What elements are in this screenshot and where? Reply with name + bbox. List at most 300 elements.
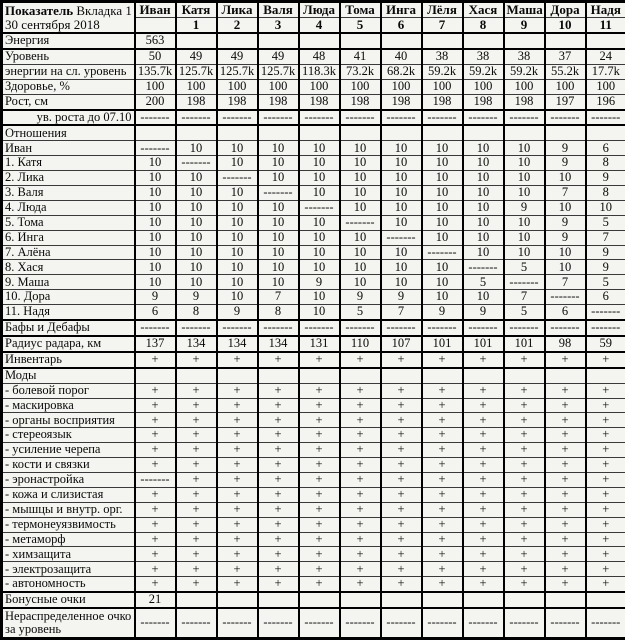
- row-label: - электрозащита: [2, 562, 135, 577]
- table-row: [2, 141, 625, 156]
- column-header-number: 1: [176, 18, 217, 34]
- cell: [340, 592, 381, 608]
- cell: -------: [586, 320, 625, 336]
- cell: [340, 125, 381, 140]
- cell: +: [504, 487, 545, 502]
- cell: 10: [217, 290, 258, 305]
- cell: -------: [422, 245, 463, 260]
- cell: +: [422, 458, 463, 473]
- cell: [381, 33, 422, 49]
- cell: [463, 592, 504, 608]
- cell: [586, 592, 625, 608]
- cell: +: [340, 443, 381, 458]
- row-label: Иван: [2, 141, 135, 156]
- cell: 10: [340, 141, 381, 156]
- cell: 10: [258, 260, 299, 275]
- cell: +: [586, 517, 625, 532]
- cell: +: [381, 428, 422, 443]
- cell: +: [135, 547, 176, 562]
- column-header-number: 9: [504, 18, 545, 34]
- cell: 10: [340, 260, 381, 275]
- cell: 100: [586, 79, 625, 94]
- cell: -------: [504, 608, 545, 639]
- cell: -------: [422, 608, 463, 639]
- cell: +: [504, 352, 545, 368]
- cell: -------: [299, 320, 340, 336]
- cell: +: [504, 458, 545, 473]
- cell: -------: [504, 275, 545, 290]
- cell: +: [217, 532, 258, 547]
- cell: 10: [504, 156, 545, 171]
- cell: [504, 33, 545, 49]
- cell: +: [217, 352, 258, 368]
- cell: 10: [299, 305, 340, 320]
- cell: 17.7k: [586, 64, 625, 79]
- cell: -------: [463, 608, 504, 639]
- cell: +: [299, 398, 340, 413]
- table-row: [2, 79, 625, 94]
- cell: +: [299, 502, 340, 517]
- cell: +: [545, 413, 586, 428]
- cell: 24: [586, 49, 625, 64]
- cell: 10: [381, 260, 422, 275]
- cell: 101: [422, 336, 463, 352]
- cell: [135, 368, 176, 383]
- cell: 10: [135, 215, 176, 230]
- cell: +: [463, 487, 504, 502]
- cell: +: [258, 428, 299, 443]
- cell: +: [463, 458, 504, 473]
- cell: +: [545, 428, 586, 443]
- corner-line-1: [5, 4, 132, 18]
- cell: 8: [586, 156, 625, 171]
- cell: 198: [340, 94, 381, 109]
- cell: 7: [504, 290, 545, 305]
- cell: 9: [545, 215, 586, 230]
- cell: +: [135, 398, 176, 413]
- cell: -------: [217, 608, 258, 639]
- table-row: [2, 336, 625, 352]
- row-label: ув. роста до 07.10: [2, 110, 135, 126]
- cell: 198: [176, 94, 217, 109]
- column-header-name: Дора: [545, 2, 586, 18]
- cell: +: [299, 487, 340, 502]
- cell: 10: [340, 186, 381, 201]
- cell: 110: [340, 336, 381, 352]
- cell: +: [340, 532, 381, 547]
- cell: 10: [135, 260, 176, 275]
- cell: +: [586, 547, 625, 562]
- cell: [381, 592, 422, 608]
- cell: -------: [586, 110, 625, 126]
- row-label: - термонеуязвимость: [2, 517, 135, 532]
- cell: -------: [258, 320, 299, 336]
- row-label: - усиление черепа: [2, 443, 135, 458]
- cell: +: [381, 517, 422, 532]
- cell: -------: [463, 110, 504, 126]
- cell: +: [217, 487, 258, 502]
- column-header-number: 10: [545, 18, 586, 34]
- cell: +: [463, 532, 504, 547]
- cell: +: [340, 547, 381, 562]
- cell: 8: [586, 186, 625, 201]
- cell: 10: [135, 156, 176, 171]
- table-row: [2, 64, 625, 79]
- cell: 9: [545, 141, 586, 156]
- cell: 10: [381, 186, 422, 201]
- cell: +: [422, 472, 463, 487]
- cell: +: [258, 487, 299, 502]
- cell: +: [258, 398, 299, 413]
- cell: -------: [135, 320, 176, 336]
- cell: +: [504, 383, 545, 398]
- cell: +: [135, 458, 176, 473]
- cell: 10: [381, 171, 422, 186]
- cell: +: [381, 577, 422, 592]
- cell: +: [504, 577, 545, 592]
- cell: [463, 368, 504, 383]
- cell: 100: [217, 79, 258, 94]
- table-row: [2, 200, 625, 215]
- table-header: [2, 2, 625, 34]
- cell: [422, 368, 463, 383]
- table-row: [2, 458, 625, 473]
- cell: -------: [381, 608, 422, 639]
- cell: -------: [340, 110, 381, 126]
- row-label: 2. Лика: [2, 171, 135, 186]
- row-label: Нераспределенное очко за уровень: [2, 608, 135, 639]
- cell: -------: [586, 608, 625, 639]
- cell: +: [258, 352, 299, 368]
- table-body: [2, 33, 625, 638]
- cell: -------: [463, 260, 504, 275]
- row-label: Отношения: [2, 125, 135, 140]
- cell: +: [176, 428, 217, 443]
- cell: 10: [299, 171, 340, 186]
- cell: [217, 125, 258, 140]
- cell: 10: [463, 215, 504, 230]
- cell: +: [217, 517, 258, 532]
- cell: +: [217, 443, 258, 458]
- cell: +: [135, 383, 176, 398]
- cell: +: [545, 443, 586, 458]
- cell: 10: [340, 156, 381, 171]
- cell: -------: [340, 215, 381, 230]
- cell: -------: [299, 608, 340, 639]
- cell: 100: [135, 79, 176, 94]
- cell: +: [176, 502, 217, 517]
- cell: 10: [381, 141, 422, 156]
- cell: +: [381, 502, 422, 517]
- cell: -------: [340, 320, 381, 336]
- cell: +: [545, 502, 586, 517]
- table-row: [2, 49, 625, 64]
- table-row: [2, 290, 625, 305]
- table-row: [2, 352, 625, 368]
- cell: 5: [504, 305, 545, 320]
- cell: 100: [463, 79, 504, 94]
- report-date: 30 сентября 2018: [5, 16, 100, 32]
- cell: 10: [422, 186, 463, 201]
- row-label: Бафы и Дебафы: [2, 320, 135, 336]
- cell: 10: [258, 245, 299, 260]
- cell: 100: [176, 79, 217, 94]
- cell: [504, 592, 545, 608]
- cell: 100: [422, 79, 463, 94]
- cell: +: [381, 532, 422, 547]
- table-row: [2, 413, 625, 428]
- cell: [422, 33, 463, 49]
- cell: [258, 33, 299, 49]
- cell: -------: [381, 230, 422, 245]
- cell: 10: [135, 171, 176, 186]
- cell: +: [176, 577, 217, 592]
- cell: 198: [217, 94, 258, 109]
- cell: 49: [258, 49, 299, 64]
- cell: 7: [586, 230, 625, 245]
- header-name-row: [2, 2, 625, 18]
- cell: +: [381, 443, 422, 458]
- cell: [545, 125, 586, 140]
- cell: -------: [258, 608, 299, 639]
- row-label: Моды: [2, 368, 135, 383]
- cell: 10: [176, 171, 217, 186]
- cell: 10: [545, 245, 586, 260]
- cell: 10: [463, 171, 504, 186]
- cell: 9: [381, 290, 422, 305]
- cell: [422, 592, 463, 608]
- cell: 10: [217, 275, 258, 290]
- cell: +: [422, 547, 463, 562]
- cell: 6: [135, 305, 176, 320]
- cell: -------: [504, 320, 545, 336]
- column-header-name: Хася: [463, 2, 504, 18]
- cell: +: [586, 472, 625, 487]
- cell: 10: [299, 141, 340, 156]
- column-header-number: 7: [422, 18, 463, 34]
- cell: +: [422, 398, 463, 413]
- row-label: 6. Инга: [2, 230, 135, 245]
- cell: +: [299, 577, 340, 592]
- cell: +: [258, 502, 299, 517]
- cell: 9: [463, 305, 504, 320]
- row-label: - эронастройка: [2, 472, 135, 487]
- cell: +: [586, 383, 625, 398]
- row-label: 5. Тома: [2, 215, 135, 230]
- cell: +: [504, 398, 545, 413]
- cell: 100: [381, 79, 422, 94]
- cell: 10: [340, 200, 381, 215]
- cell: +: [545, 517, 586, 532]
- cell: 10: [176, 141, 217, 156]
- cell: [504, 368, 545, 383]
- cell: -------: [217, 171, 258, 186]
- cell: 10: [258, 215, 299, 230]
- cell: 5: [504, 260, 545, 275]
- cell: 134: [217, 336, 258, 352]
- cell: 10: [258, 200, 299, 215]
- cell: [340, 33, 381, 49]
- cell: +: [340, 562, 381, 577]
- table-row: [2, 502, 625, 517]
- cell: +: [422, 428, 463, 443]
- cell: 9: [504, 200, 545, 215]
- cell: [422, 125, 463, 140]
- cell: +: [258, 517, 299, 532]
- cell: +: [422, 413, 463, 428]
- cell: +: [545, 398, 586, 413]
- cell: +: [340, 352, 381, 368]
- cell: +: [299, 458, 340, 473]
- cell: -------: [545, 320, 586, 336]
- cell: 6: [586, 141, 625, 156]
- cell: +: [381, 413, 422, 428]
- cell: 37: [545, 49, 586, 64]
- cell: +: [340, 517, 381, 532]
- cell: [258, 592, 299, 608]
- cell: 68.2k: [381, 64, 422, 79]
- cell: 10: [504, 186, 545, 201]
- column-header-number: 3: [258, 18, 299, 34]
- row-label: 4. Люда: [2, 200, 135, 215]
- cell: +: [176, 517, 217, 532]
- cell: +: [463, 352, 504, 368]
- cell: 10: [176, 245, 217, 260]
- cell: +: [299, 428, 340, 443]
- cell: 6: [586, 290, 625, 305]
- cell: +: [381, 562, 422, 577]
- cell: 10: [422, 230, 463, 245]
- cell: 10: [135, 230, 176, 245]
- table-row: [2, 428, 625, 443]
- cell: +: [135, 413, 176, 428]
- cell: 8: [176, 305, 217, 320]
- cell: 10: [176, 230, 217, 245]
- cell: -------: [258, 186, 299, 201]
- cell: +: [586, 352, 625, 368]
- cell: 40: [381, 49, 422, 64]
- cell: 10: [299, 230, 340, 245]
- table-row: [2, 592, 625, 608]
- cell: 10: [258, 171, 299, 186]
- cell: 21: [135, 592, 176, 608]
- cell: +: [422, 532, 463, 547]
- cell: 10: [422, 215, 463, 230]
- table-row: [2, 171, 625, 186]
- cell: [135, 125, 176, 140]
- cell: 198: [422, 94, 463, 109]
- column-header-name: Люда: [299, 2, 340, 18]
- cell: 9: [340, 290, 381, 305]
- table-row: [2, 260, 625, 275]
- cell: +: [381, 398, 422, 413]
- cell: 10: [258, 230, 299, 245]
- cell: +: [381, 472, 422, 487]
- cell: +: [463, 443, 504, 458]
- cell: 198: [299, 94, 340, 109]
- cell: -------: [586, 305, 625, 320]
- cell: +: [381, 547, 422, 562]
- cell: [586, 368, 625, 383]
- cell: 10: [217, 245, 258, 260]
- cell: +: [176, 458, 217, 473]
- cell: 10: [135, 245, 176, 260]
- cell: 10: [381, 200, 422, 215]
- table-row: [2, 186, 625, 201]
- cell: -------: [135, 608, 176, 639]
- cell: -------: [135, 141, 176, 156]
- cell: 10: [381, 275, 422, 290]
- cell: 10: [340, 171, 381, 186]
- row-label: 10. Дора: [2, 290, 135, 305]
- cell: +: [135, 577, 176, 592]
- cell: 10: [217, 230, 258, 245]
- cell: 10: [422, 200, 463, 215]
- cell: 10: [176, 260, 217, 275]
- cell: 196: [586, 94, 625, 109]
- cell: -------: [299, 110, 340, 126]
- corner-cell: [2, 2, 135, 34]
- cell: 5: [586, 215, 625, 230]
- cell: +: [340, 428, 381, 443]
- cell: +: [135, 532, 176, 547]
- cell: +: [463, 472, 504, 487]
- cell: +: [340, 458, 381, 473]
- cell: +: [381, 458, 422, 473]
- cell: +: [135, 352, 176, 368]
- row-label: 11. Надя: [2, 305, 135, 320]
- table-row: [2, 517, 625, 532]
- cell: +: [176, 352, 217, 368]
- row-label: 8. Хася: [2, 260, 135, 275]
- tab-label[interactable]: Вкладка 1: [76, 2, 132, 18]
- table-row: [2, 305, 625, 320]
- cell: +: [422, 383, 463, 398]
- cell: 10: [545, 260, 586, 275]
- cell: +: [135, 562, 176, 577]
- cell: +: [545, 577, 586, 592]
- cell: 38: [422, 49, 463, 64]
- cell: +: [422, 517, 463, 532]
- cell: +: [463, 413, 504, 428]
- cell: 198: [258, 94, 299, 109]
- cell: 100: [545, 79, 586, 94]
- cell: 10: [299, 156, 340, 171]
- cell: [217, 368, 258, 383]
- table-row: [2, 125, 625, 140]
- cell: +: [340, 383, 381, 398]
- cell: [176, 125, 217, 140]
- cell: +: [135, 487, 176, 502]
- cell: 10: [586, 200, 625, 215]
- cell: 101: [504, 336, 545, 352]
- cell: +: [135, 502, 176, 517]
- cell: 9: [545, 230, 586, 245]
- cell: 10: [217, 141, 258, 156]
- cell: 41: [340, 49, 381, 64]
- cell: -------: [381, 110, 422, 126]
- cell: 10: [463, 290, 504, 305]
- cell: [340, 368, 381, 383]
- table-row: [2, 398, 625, 413]
- cell: +: [504, 428, 545, 443]
- cell: 10: [545, 171, 586, 186]
- cell: +: [463, 577, 504, 592]
- cell: +: [381, 352, 422, 368]
- cell: +: [545, 487, 586, 502]
- table-row: [2, 320, 625, 336]
- cell: 10: [217, 186, 258, 201]
